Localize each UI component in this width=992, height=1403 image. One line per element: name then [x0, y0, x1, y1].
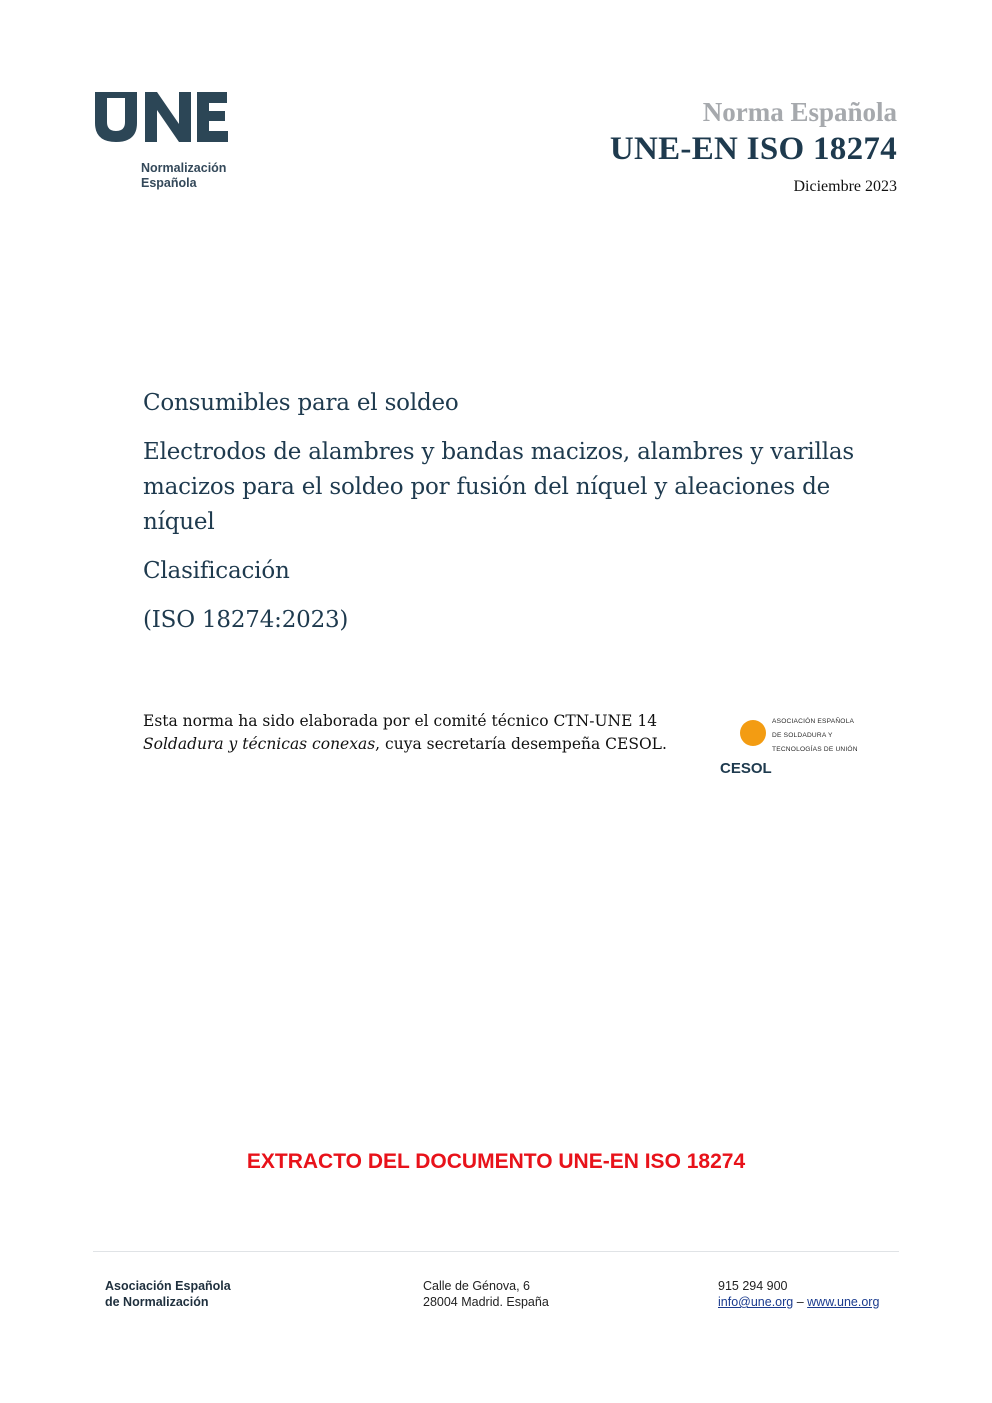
footer-separator: –: [793, 1295, 808, 1309]
norma-code: UNE-EN ISO 18274: [609, 131, 897, 167]
document-title: [143, 386, 863, 652]
title-line-3: Clasificación: [143, 558, 290, 584]
logo-subtitle: [141, 161, 226, 191]
cesol-emblem-icon: [720, 711, 772, 761]
website-link[interactable]: www.une.org: [807, 1295, 880, 1309]
norma-label: Norma Española: [702, 97, 897, 127]
title-line-4: (ISO 18274:2023): [143, 607, 349, 633]
cesol-logo: [720, 711, 870, 781]
une-logo: [93, 86, 243, 196]
logo-subtitle-line2: Española: [141, 176, 197, 190]
footer-organization: [105, 1278, 231, 1310]
committee-name: Soldadura y técnicas conexas: [143, 735, 376, 753]
email-link[interactable]: info@une.org: [718, 1295, 794, 1309]
footer-links: [718, 1294, 879, 1310]
title-line-1: Consumibles para el soldeo: [143, 390, 459, 416]
committee-text-start: Esta norma ha sido elaborada por el comité técnico CTN-UNE 14: [143, 712, 658, 730]
footer-address: [423, 1278, 549, 1310]
footer-addr-line1: Calle de Génova, 6: [423, 1279, 531, 1293]
committee-text-end: , cuya secretaría desempeña CESOL.: [375, 735, 667, 753]
logo-subtitle-line1: Normalización: [141, 161, 227, 175]
footer-divider: [93, 1251, 899, 1252]
une-logo-mark: [93, 86, 233, 146]
footer-contact: [718, 1278, 879, 1310]
footer-org-line1: Asociación Española: [105, 1279, 231, 1293]
cesol-wordmark: CESOL: [720, 760, 772, 777]
committee-statement: [143, 710, 683, 756]
extract-notice: EXTRACTO DEL DOCUMENTO UNE-EN ISO 18274: [246, 1150, 746, 1173]
footer-addr-line2: 28004 Madrid. España: [423, 1295, 549, 1309]
cesol-line1: ASOCIACIÓN ESPAÑOLA: [772, 718, 855, 725]
footer-phone: 915 294 900: [718, 1279, 788, 1293]
cesol-description: [772, 715, 858, 757]
publication-date: Diciembre 2023: [793, 178, 897, 195]
title-line-2: Electrodos de alambres y bandas macizos, alambres y varillas macizos para el soldeo por fusión del níquel y aleaciones de níquel: [143, 439, 854, 535]
cesol-line2: DE SOLDADURA Y: [772, 732, 833, 739]
cesol-line3: TECNOLOGÍAS DE UNIÓN: [772, 746, 858, 753]
footer-org-line2: de Normalización: [105, 1295, 209, 1309]
